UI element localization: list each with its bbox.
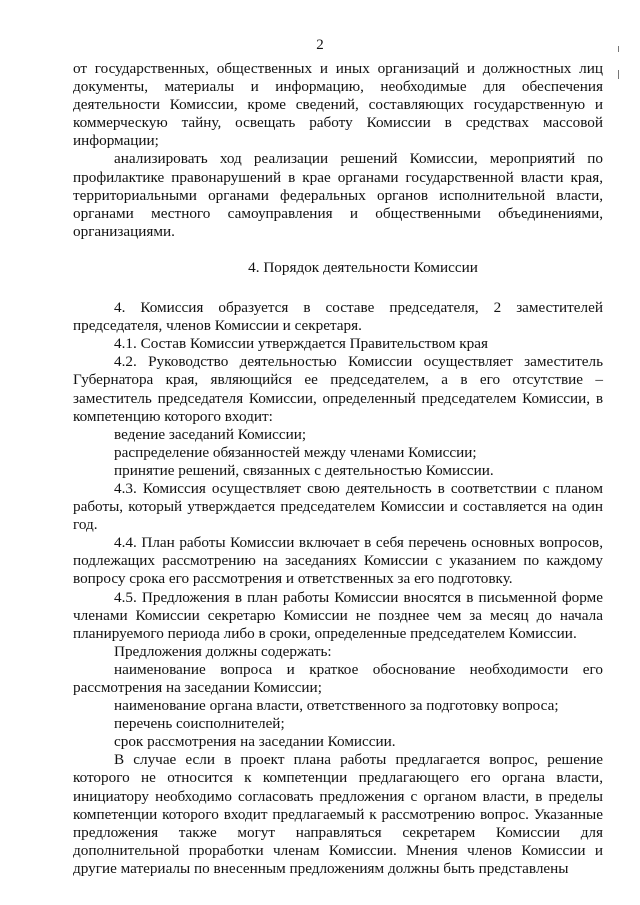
paragraph: ведение заседаний Комиссии;: [114, 425, 307, 443]
margin-mark: [618, 70, 619, 79]
paragraphs-after-heading: [73, 299, 603, 878]
paragraph: 4.1. Состав Комиссии утверждается Правительством края: [114, 335, 488, 353]
paragraphs-before-heading: [73, 60, 603, 241]
document-body: [73, 60, 603, 878]
paragraph: 4.4. План работы Комиссии включает в себя перечень основных вопросов, подлежащих рассмотрению на заседаниях Комиссии с указанием по каждому вопросу срока его рассмотрения и ответственных за его подготовку.: [73, 534, 603, 588]
paragraph: Предложения должны содержать:: [114, 642, 332, 660]
paragraph: анализировать ход реализации решений Комиссии, мероприятий по профилактике правонарушений в крае органами государственной власти края, территориальными органами федеральных органов исполнительной власти, органами местного самоуправления и общественными объединениями, организациями.: [73, 150, 603, 240]
page-number: 2: [316, 37, 324, 53]
section-heading: 4. Порядок деятельности Комиссии: [248, 258, 478, 276]
paragraph: срок рассмотрения на заседании Комиссии.: [114, 733, 396, 751]
paragraph: 4.5. Предложения в план работы Комиссии вносятся в письменной форме членами Комиссии секретарю Комиссии не позднее чем за месяц до начала планируемого периода либо в сроки, определенные председателем Комиссии.: [73, 588, 603, 642]
paragraph: 4. Комиссия образуется в составе председателя, 2 заместителей председателя, членов Комиссии и секретаря.: [73, 299, 603, 335]
paragraph: распределение обязанностей между членами Комиссии;: [114, 443, 477, 461]
paragraph: В случае если в проект плана работы предлагается вопрос, решение которого не относится к компетенции предлагающего его органа власти, инициатору необходимо согласовать предложения с органом власти, в пределы компетенции которого входит предлагаемый к рассмотрению вопрос. Указанные предложения также могут направляться секретарем Комиссии для дополнительной проработки членам Комиссии. Мнения членов Комиссии и другие материалы по внесенным предложениям должны быть представлены: [73, 751, 603, 877]
spacer: [73, 277, 603, 299]
paragraph: наименование вопроса и краткое обоснование необходимости его рассмотрения на заседании Комиссии;: [73, 660, 603, 696]
paragraph: 4.2. Руководство деятельностью Комиссии осуществляет заместитель Губернатора края, являющийся ее председателем, а в его отсутствие – заместитель председателя Комиссии, определенный председателем Комиссии, в компетенцию которого входит:: [73, 353, 603, 425]
margin-mark: [618, 46, 619, 52]
spacer: [73, 241, 603, 259]
paragraph: 4.3. Комиссия осуществляет свою деятельность в соответствии с планом работы, который утверждается председателем Комиссии и составляется на один год.: [73, 479, 603, 534]
paragraph: наименование органа власти, ответственного за подготовку вопроса;: [114, 697, 559, 715]
paragraph: перечень соисполнителей;: [114, 715, 285, 733]
paragraph: принятие решений, связанных с деятельностью Комиссии.: [114, 461, 494, 479]
paragraph: от государственных, общественных и иных организаций и должностных лиц документы, материалы и информацию, необходимые для обеспечения деятельности Комиссии, кроме сведений, составляющих государственную и коммерческую тайну, освещать работу Комиссии в средствах массовой информации;: [73, 60, 603, 150]
